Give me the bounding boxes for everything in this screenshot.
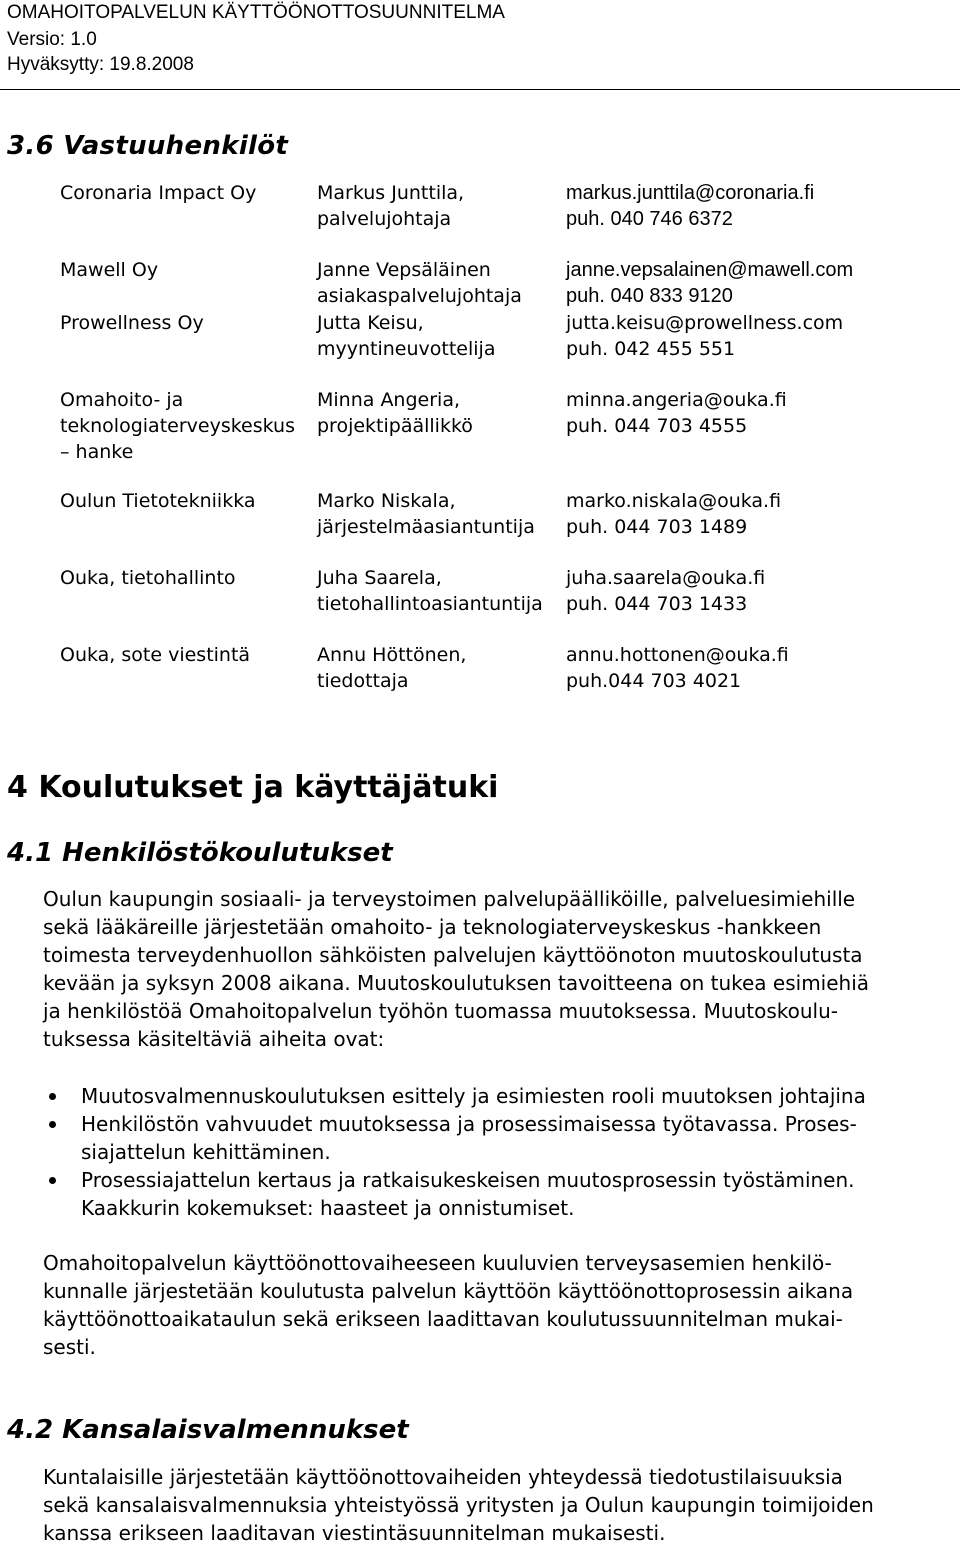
paragraph-citizen-training xyxy=(43,1463,943,1547)
list-item xyxy=(43,1166,943,1222)
contact-org: Prowellness Oy xyxy=(60,312,204,334)
paragraph-line: ja henkilöstöä Omahoitopalvelun työhön tuomassa muutoksessa. Muutoskoulu- xyxy=(43,999,838,1023)
contact-person: Jutta Keisu, xyxy=(317,312,424,334)
paragraph-staff-training xyxy=(43,885,943,1053)
list-item-text: siajattelun kehittäminen. xyxy=(81,1140,331,1164)
list-item xyxy=(43,1110,943,1166)
contact-role: järjestelmäasiantuntija xyxy=(317,516,535,538)
contact-org: – hanke xyxy=(60,441,134,463)
contact-phone: puh. 044 703 1433 xyxy=(566,593,748,615)
contact-email: annu.hottonen@ouka.fi xyxy=(566,644,789,666)
contact-role: myyntineuvottelija xyxy=(317,338,496,360)
version-label: Versio: 1.0 xyxy=(7,29,97,50)
section-heading-4-1: 4.1 Henkilöstökoulutukset xyxy=(7,838,393,868)
list-item xyxy=(43,1082,943,1110)
contact-phone: puh. 044 703 4555 xyxy=(566,415,748,437)
contact-email: markus.junttila@coronaria.fi xyxy=(566,182,815,204)
paragraph-line: Kuntalaisille järjestetään käyttöönottovaiheiden yhteydessä tiedotustilaisuuksia xyxy=(43,1465,843,1489)
list-item-text: Muutosvalmennuskoulutuksen esittely ja esimiesten rooli muutoksen johtajina xyxy=(81,1084,866,1108)
contact-email: jutta.keisu@prowellness.com xyxy=(566,312,844,334)
paragraph-line: tuksessa käsiteltäviä aiheita ovat: xyxy=(43,1027,385,1051)
bullet-icon xyxy=(49,1177,56,1184)
contact-role: asiakaspalvelujohtaja xyxy=(317,285,522,307)
paragraph-line: sesti. xyxy=(43,1335,96,1359)
header-divider xyxy=(0,89,960,90)
paragraph-line: kevään ja syksyn 2008 aikana. Muutoskoulutuksen tavoitteena on tukea esimiehiä xyxy=(43,971,870,995)
contact-org: Oulun Tietotekniikka xyxy=(60,490,256,512)
paragraph-line: Oulun kaupungin sosiaali- ja terveystoimen palvelupäälliköille, palveluesimiehille xyxy=(43,887,856,911)
contact-email: janne.vepsalainen@mawell.com xyxy=(566,259,854,281)
contact-org: Mawell Oy xyxy=(60,259,159,281)
contact-person: Markus Junttila, xyxy=(317,182,465,204)
contact-phone: puh. 040 833 9120 xyxy=(566,285,733,307)
paragraph-line: sekä lääkäreille järjestetään omahoito- ja teknologiaterveyskeskus -hankkeen xyxy=(43,915,822,939)
contact-org: Omahoito- ja xyxy=(60,389,184,411)
contact-email: juha.saarela@ouka.fi xyxy=(566,567,766,589)
paragraph-health-station-training xyxy=(43,1249,943,1361)
contact-email: marko.niskala@ouka.fi xyxy=(566,490,782,512)
contact-org: Ouka, tietohallinto xyxy=(60,567,236,589)
contact-phone: puh.044 703 4021 xyxy=(566,670,742,692)
contact-phone: puh. 040 746 6372 xyxy=(566,208,733,230)
paragraph-line: sekä kansalaisvalmennuksia yhteistyössä yritysten ja Oulun kaupungin toimijoiden xyxy=(43,1493,874,1517)
contact-role: projektipäällikkö xyxy=(317,415,473,437)
contact-role: palvelujohtaja xyxy=(317,208,452,230)
paragraph-line: Omahoitopalvelun käyttöönottovaiheeseen kuuluvien terveysasemien henkilö- xyxy=(43,1251,832,1275)
bullet-icon xyxy=(49,1093,56,1100)
contact-person: Annu Höttönen, xyxy=(317,644,467,666)
document-title: OMAHOITOPALVELUN KÄYTTÖÖNOTTOSUUNNITELMA xyxy=(7,2,505,23)
contact-org: Coronaria Impact Oy xyxy=(60,182,257,204)
contact-org: teknologiaterveyskeskus xyxy=(60,415,295,437)
contact-phone: puh. 042 455 551 xyxy=(566,338,736,360)
list-item-text: Kaakkurin kokemukset: haasteet ja onnistumiset. xyxy=(81,1196,575,1220)
section-heading-4: 4 Koulutukset ja käyttäjätuki xyxy=(7,770,499,805)
contact-person: Marko Niskala, xyxy=(317,490,456,512)
contact-person: Juha Saarela, xyxy=(317,567,442,589)
list-item-text: Henkilöstön vahvuudet muutoksessa ja prosessimaisessa työtavassa. Proses- xyxy=(81,1112,857,1136)
bullet-icon xyxy=(49,1121,56,1128)
section-heading-3-6: 3.6 Vastuuhenkilöt xyxy=(7,131,289,161)
paragraph-line: toimesta terveydenhuollon sähköisten palvelujen käyttöönoton muutoskoulutusta xyxy=(43,943,863,967)
list-item-text: Prosessiajattelun kertaus ja ratkaisukeskeisen muutosprosessin työstäminen. xyxy=(81,1168,855,1192)
approval-date: Hyväksytty: 19.8.2008 xyxy=(7,54,194,75)
contact-email: minna.angeria@ouka.fi xyxy=(566,389,787,411)
contact-role: tietohallintoasiantuntija xyxy=(317,593,543,615)
contact-person: Minna Angeria, xyxy=(317,389,461,411)
training-topics-list xyxy=(43,1082,943,1222)
paragraph-line: kanssa erikseen laaditavan viestintäsuunnitelman mukaisesti. xyxy=(43,1521,666,1545)
contact-phone: puh. 044 703 1489 xyxy=(566,516,748,538)
contact-org: Ouka, sote viestintä xyxy=(60,644,251,666)
contact-role: tiedottaja xyxy=(317,670,409,692)
paragraph-line: käyttöönottoaikataulun sekä erikseen laadittavan koulutussuunnitelman mukai- xyxy=(43,1307,843,1331)
contact-person: Janne Vepsäläinen xyxy=(317,259,491,281)
section-heading-4-2: 4.2 Kansalaisvalmennukset xyxy=(7,1415,409,1445)
paragraph-line: kunnalle järjestetään koulutusta palvelun käyttöön käyttöönottoprosessin aikana xyxy=(43,1279,854,1303)
